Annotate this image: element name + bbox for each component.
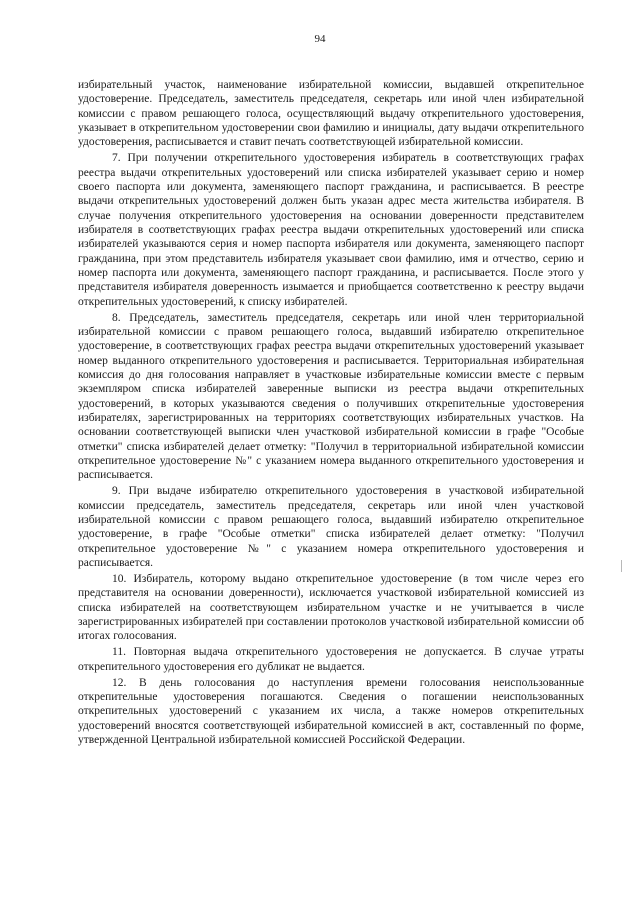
page-number: 94 <box>314 33 326 45</box>
paragraph-item-10: 10. Избиратель, которому выдано открепительное удостоверение (в том числе через его представителя на основании доверенности), исключается участковой избирательной комиссией из списка избирателей на соответствующем избирательном участке и не учитывается в числе зарегистрированных избирателей при составлении протоколов участковой избирательной комиссии об итогах голосования. <box>78 573 584 643</box>
paragraph-item-8: 8. Председатель, заместитель председателя, секретарь или иной член территориальной избирательной комиссии с правом решающего голоса, выдавший избирателю открепительное удостоверение, в соответствующих графах реестра выдачи открепительных удостоверений указывает номер выданного открепительного удостоверения и расписывается. Территориальная избирательная комиссия до дня голосования направляет в участковые избирательные комиссии вместе с первым экземпляром списка избирателей заверенные выписки из реестра выдачи открепительных удостоверений, в которых указываются сведения о получивших открепительные удостоверения избирателях, зарегистрированных на территориях соответствующих избирательных участков. На основании соответствующей выписки член участковой избирательной комиссии в графе "Особые отметки" списка избирателей делает отметку: "Получил в территориальной избирательной комиссии открепительное удостоверение №" с указанием номера выданного открепительного удостоверения и расписывается. <box>78 311 584 482</box>
paragraph-item-11: 11. Повторная выдача открепительного удостоверения не допускается. В случае утраты открепительного удостоверения его дубликат не выдается. <box>78 646 584 673</box>
paragraph-item-12: 12. В день голосования до наступления времени голосования неиспользованные открепительные удостоверения погашаются. Сведения о погашении неиспользованных открепительных удостоверений с указанием их числа, а также номеров открепительных удостоверений вносятся соответствующей избирательной комиссией в акт, составленный по форме, утвержденной Центральной избирательной комиссией Российской Федерации. <box>78 676 584 747</box>
document-body <box>78 78 584 749</box>
paragraph-continuation: избирательный участок, наименование избирательной комиссии, выдавшей открепительное удостоверение. Председатель, заместитель председателя, секретарь или иной член избирательной комиссии с правом решающего голоса, осуществляющий выдачу открепительного удостоверения, указывает в открепительном удостоверении свои фамилию и инициалы, дату выдачи открепительного удостоверения, расписывается и ставит печать соответствующей избирательной комиссии. <box>78 79 584 149</box>
paragraph-item-7: 7. При получении открепительного удостоверения избиратель в соответствующих графах реестра выдачи открепительных удостоверений или списка избирателей указывает серию и номер своего паспорта или документа, заменяющего паспорт гражданина, и расписывается. В реестре выдачи открепительных удостоверений должен быть указан адрес места жительства избирателя. В случае получения открепительного удостоверения на основании доверенности представителем избирателя в соответствующих графах реестра выдачи открепительных удостоверений или списка избирателей указываются серия и номер паспорта избирателя или документа, заменяющего паспорт гражданина, при этом представитель избирателя указывает свои фамилию, имя и отчество, серию и номер паспорта или документа, заменяющего паспорт гражданина, и расписывается. После этого у представителя избирателя доверенность изымается и приобщается соответственно к реестру выдачи открепительных удостоверений, к списку избирателей. <box>78 152 584 308</box>
paragraph-item-9: 9. При выдаче избирателю открепительного удостоверения в участковой избирательной комиссии председатель, заместитель председателя, секретарь или иной член участковой избирательной комиссии с правом решающего голоса, выдавший избирателю открепительное удостоверение, в графе "Особые отметки" списка избирателей делает отметку: "Получил открепительное удостоверение №" с указанием номера открепительного удостоверения и расписывается. <box>78 485 584 570</box>
scan-margin-mark <box>621 560 622 572</box>
